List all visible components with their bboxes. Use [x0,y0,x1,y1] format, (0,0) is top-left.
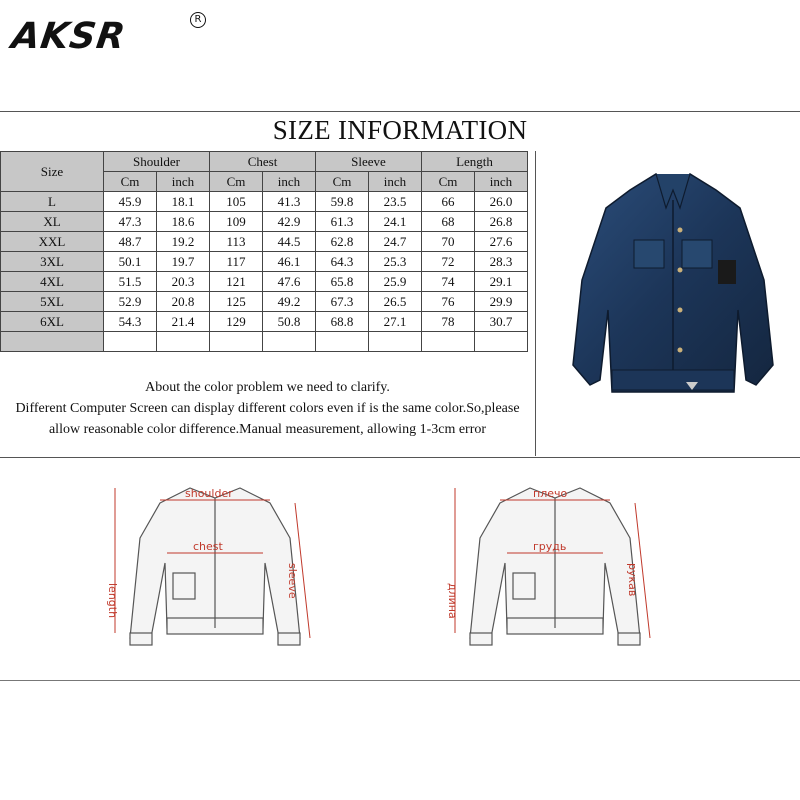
value-cell: 62.8 [316,232,369,252]
table-row [1,192,528,212]
size-cell: L [1,192,104,212]
label-length: length [106,583,119,619]
value-cell: 117 [210,252,263,272]
value-cell [422,332,475,352]
note-line-1: About the color problem we need to clarify. [145,380,390,395]
value-cell: 41.3 [263,192,316,212]
table-row [1,252,528,272]
label-sleeve: sleeve [286,563,299,599]
value-cell: 20.3 [157,272,210,292]
value-cell: 44.5 [263,232,316,252]
value-cell: 26.8 [475,212,528,232]
value-cell: 51.5 [104,272,157,292]
unit-header: inch [475,172,528,192]
value-cell: 47.6 [263,272,316,292]
value-cell: 78 [422,312,475,332]
group-header-length: Length [422,152,528,172]
value-cell: 46.1 [263,252,316,272]
table-row-empty [1,332,528,352]
value-cell: 65.8 [316,272,369,292]
measurement-diagram-ru [445,468,665,663]
value-cell: 68.8 [316,312,369,332]
value-cell: 27.6 [475,232,528,252]
value-cell: 105 [210,192,263,212]
value-cell: 70 [422,232,475,252]
value-cell: 24.7 [369,232,422,252]
value-cell: 26.5 [369,292,422,312]
divider-bottom [0,680,800,681]
value-cell: 30.7 [475,312,528,332]
unit-header: Cm [316,172,369,192]
unit-header: inch [157,172,210,192]
value-cell [210,332,263,352]
size-cell: 6XL [1,312,104,332]
group-header-sleeve: Sleeve [316,152,422,172]
value-cell [157,332,210,352]
page-title: SIZE INFORMATION [272,115,528,145]
size-cell: 5XL [1,292,104,312]
value-cell: 68 [422,212,475,232]
value-cell [369,332,422,352]
color-note [0,377,535,440]
size-header: Size [1,152,104,192]
value-cell: 50.1 [104,252,157,272]
value-cell: 47.3 [104,212,157,232]
group-header-chest: Chest [210,152,316,172]
size-cell: XL [1,212,104,232]
value-cell: 52.9 [104,292,157,312]
table-row [1,232,528,252]
value-cell: 19.2 [157,232,210,252]
value-cell: 54.3 [104,312,157,332]
label-sleeve-ru: рукав [626,563,639,597]
unit-header: Cm [210,172,263,192]
registered-mark: R [190,12,206,28]
value-cell: 48.7 [104,232,157,252]
value-cell: 45.9 [104,192,157,212]
label-shoulder: shoulder [185,487,233,500]
note-line-3: allow reasonable color difference.Manual measurement, allowing 1-3cm error [48,422,487,437]
jacket-photo [568,160,778,410]
size-cell: 4XL [1,272,104,292]
size-cell: 3XL [1,252,104,272]
value-cell: 109 [210,212,263,232]
value-cell: 76 [422,292,475,312]
value-cell: 20.8 [157,292,210,312]
value-cell [263,332,316,352]
value-cell: 59.8 [316,192,369,212]
value-cell: 50.8 [263,312,316,332]
value-cell: 18.6 [157,212,210,232]
unit-header: Cm [104,172,157,192]
value-cell: 18.1 [157,192,210,212]
table-row [1,292,528,312]
value-cell: 49.2 [263,292,316,312]
value-cell: 28.3 [475,252,528,272]
value-cell: 61.3 [316,212,369,232]
value-cell: 19.7 [157,252,210,272]
value-cell: 125 [210,292,263,312]
table-row [1,312,528,332]
value-cell: 66 [422,192,475,212]
label-shoulder-ru: плечо [533,487,568,500]
table-row [1,272,528,292]
value-cell [475,332,528,352]
note-line-2: Different Computer Screen can display different colors even if is the same color.So,please [15,401,520,416]
label-length-ru: длина [446,583,459,619]
value-cell: 121 [210,272,263,292]
brand-logo: AKSR [9,16,129,57]
measurement-diagram-en [105,468,325,663]
value-cell: 27.1 [369,312,422,332]
group-header-shoulder: Shoulder [104,152,210,172]
table-row [1,212,528,232]
value-cell [104,332,157,352]
unit-header: Cm [422,172,475,192]
value-cell: 25.9 [369,272,422,292]
size-table [0,151,528,352]
unit-header: inch [263,172,316,192]
value-cell: 29.9 [475,292,528,312]
unit-header: inch [369,172,422,192]
value-cell: 23.5 [369,192,422,212]
label-chest-ru: грудь [533,540,567,553]
value-cell: 67.3 [316,292,369,312]
value-cell: 26.0 [475,192,528,212]
value-cell: 29.1 [475,272,528,292]
value-cell: 72 [422,252,475,272]
value-cell: 113 [210,232,263,252]
label-chest: chest [193,540,223,553]
size-cell [1,332,104,352]
size-cell: XXL [1,232,104,252]
value-cell: 21.4 [157,312,210,332]
value-cell: 64.3 [316,252,369,272]
divider-vertical [535,151,536,456]
value-cell: 25.3 [369,252,422,272]
value-cell: 24.1 [369,212,422,232]
value-cell [316,332,369,352]
value-cell: 42.9 [263,212,316,232]
value-cell: 74 [422,272,475,292]
value-cell: 129 [210,312,263,332]
